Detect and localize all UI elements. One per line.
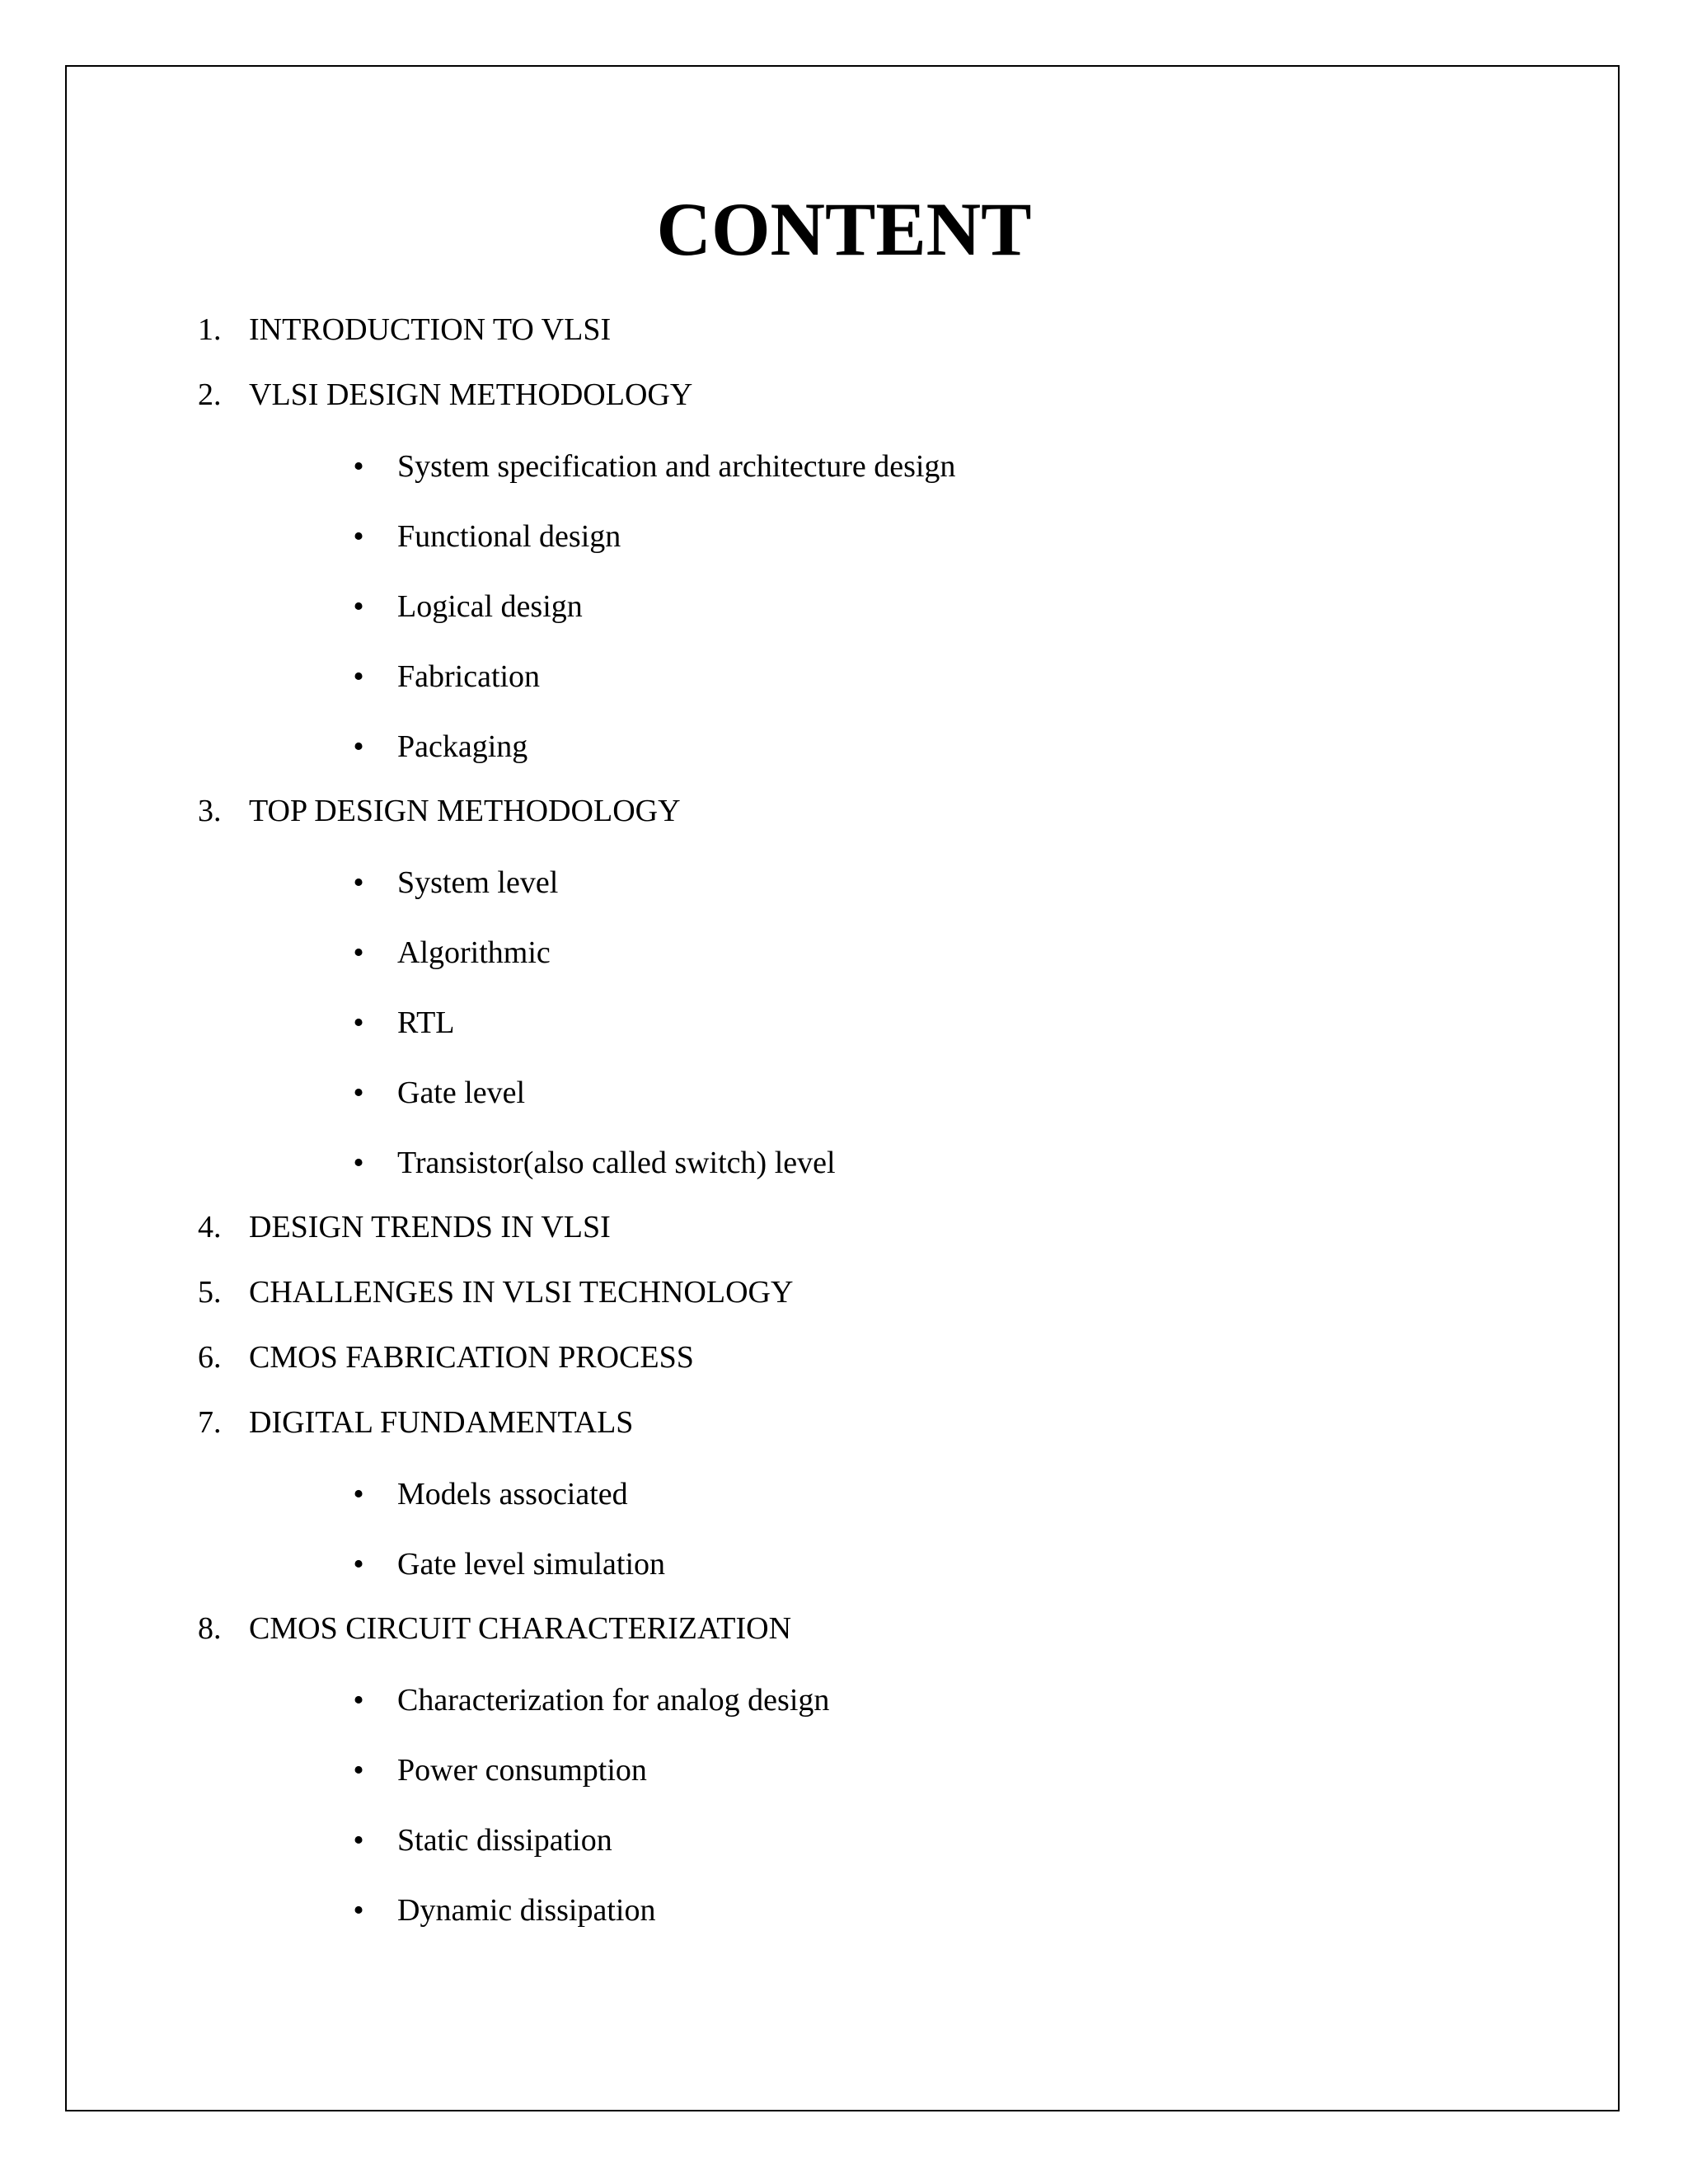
section-number: 7. [198,1405,222,1440]
subitem-label: System specification and architecture design [397,449,956,484]
subitem-label: Fabrication [397,659,541,694]
bullet-icon: • [353,519,364,554]
section-title: DESIGN TRENDS IN VLSI [249,1210,611,1244]
subitem-label: Gate level simulation [397,1547,666,1582]
section-number: 6. [198,1340,222,1375]
subitem-label: Gate level [397,1076,526,1110]
subitem-label: Logical design [397,589,583,624]
subitem-label: Packaging [397,729,528,764]
section-title: TOP DESIGN METHODOLOGY [249,794,681,828]
bullet-icon: • [353,1547,364,1582]
subitem-label: Power consumption [397,1753,647,1788]
page-title: CONTENT [656,187,1032,271]
section-number: 4. [198,1210,222,1244]
bullet-icon: • [353,449,364,484]
section-title: DIGITAL FUNDAMENTALS [249,1405,634,1440]
section-number: 1. [198,312,222,347]
section-title: VLSI DESIGN METHODOLOGY [249,377,693,412]
subitem-label: Characterization for analog design [397,1683,830,1718]
section-number: 8. [198,1611,222,1646]
section-number: 2. [198,377,222,412]
subitem-label: Models associated [397,1477,628,1511]
section-title: INTRODUCTION TO VLSI [249,312,612,347]
subitem-label: Transistor(also called switch) level [397,1146,836,1180]
bullet-icon: • [353,1683,364,1718]
subitem-label: System level [397,865,559,900]
section-title: CHALLENGES IN VLSI TECHNOLOGY [249,1275,794,1310]
subitem-label: RTL [397,1005,455,1040]
section-number: 3. [198,794,222,828]
bullet-icon: • [353,1893,364,1928]
bullet-icon: • [353,1146,364,1180]
bullet-icon: • [353,935,364,970]
subitem-label: Functional design [397,519,621,554]
subitem-label: Algorithmic [397,935,551,970]
bullet-icon: • [353,1076,364,1110]
subitem-label: Dynamic dissipation [397,1893,656,1928]
bullet-icon: • [353,1005,364,1040]
bullet-icon: • [353,1753,364,1788]
bullet-icon: • [353,589,364,624]
subitem-label: Static dissipation [397,1823,612,1858]
bullet-icon: • [353,1477,364,1511]
section-title: CMOS FABRICATION PROCESS [249,1340,694,1375]
section-title: CMOS CIRCUIT CHARACTERIZATION [249,1611,792,1646]
section-number: 5. [198,1275,222,1310]
bullet-icon: • [353,865,364,900]
page-border [65,65,1620,2111]
bullet-icon: • [353,729,364,764]
bullet-icon: • [353,1823,364,1858]
bullet-icon: • [353,659,364,694]
